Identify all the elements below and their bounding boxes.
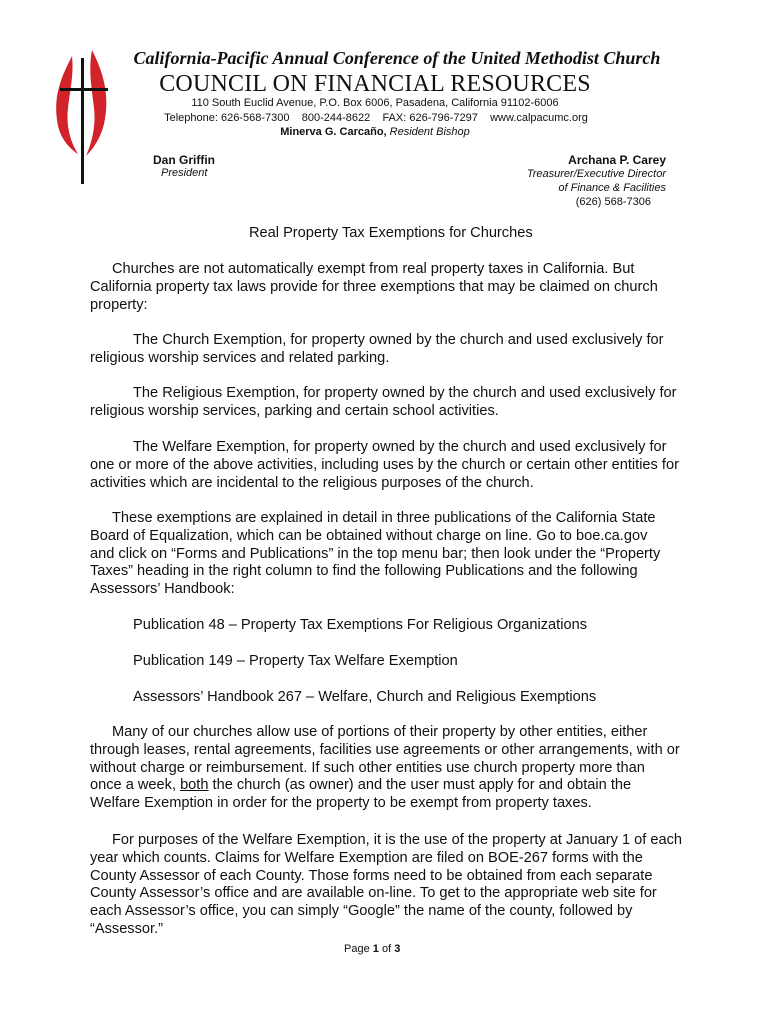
president-title: President	[161, 167, 208, 179]
document-title: Real Property Tax Exemptions for Churches	[249, 225, 533, 241]
handbook-267: Assessors’ Handbook 267 – Welfare, Church and Religious Exemptions	[133, 689, 597, 705]
paragraph-welfare-exemption: The Welfare Exemption, for property owned by the church and used exclusively for one or more of the above activities, including uses by the church or certain other entities for activities which are incidental to the religious purposes of the church.	[90, 439, 679, 491]
bishop-line: Minerva G. Carcaño, Resident Bishop	[280, 126, 470, 138]
treasurer-title-1: Treasurer/Executive Director	[526, 168, 666, 180]
page-footer: Page 1 of 3	[344, 943, 401, 955]
conference-title: California-Pacific Annual Conference of the United Methodist Church	[133, 48, 661, 68]
paragraph-church-exemption: The Church Exemption, for property owned by the church and used exclusively for religious worship services and related parking.	[90, 332, 664, 366]
paragraph-1: Churches are not automatically exempt from real property taxes in California. But California property tax laws provide for three exemptions that may be claimed on church property:	[90, 261, 658, 313]
treasurer-title-2: of Finance & Facilities	[558, 182, 666, 194]
treasurer-block	[527, 153, 666, 209]
paragraph-religious-exemption: The Religious Exemption, for property owned by the church and used exclusively for religious worship services, parking and certain school activities.	[90, 385, 677, 419]
address-line: 110 South Euclid Avenue, P.O. Box 6006, Pasadena, California 91102-6006	[191, 97, 559, 109]
paragraph-other-entities: Many of our churches allow use of portions of their property by other entities, either through leases, rental agreements, facilities use agreements or other arrangements, with or without charge or reimbursement. If such other entities use church property more than once a week, both the church (as owner) and the user must apply for and obtain the Welfare Exemption in order for the property to be exempt from property taxes.	[90, 724, 680, 812]
cross-vertical	[81, 58, 84, 184]
contact-line: Telephone: 626-568-7300 800-244-8622 FAX: 626-796-7297 www.calpacumc.org	[164, 112, 588, 124]
flame-left	[56, 56, 78, 154]
paragraph-publications: These exemptions are explained in detail in three publications of the California State Board of Equalization, which can be obtained without charge on line. Go to boe.ca.gov and click on “Forms and Publications” in the top menu bar; then look under the “Property Taxes” heading in the right column to find the following Publications and the following Assessors’ Handbook:	[90, 510, 661, 598]
president-name: Dan Griffin	[153, 153, 215, 167]
publication-149: Publication 149 – Property Tax Welfare Exemption	[133, 653, 458, 669]
cross-and-flame-logo	[52, 46, 112, 186]
paragraph-welfare-claims: For purposes of the Welfare Exemption, it is the use of the property at January 1 of each year which counts. Claims for Welfare Exemption are filed on BOE-267 forms with the County Assessor of each County. Those forms need to be obtained from each separate County Assessor’s office and are available on-line. To get to the appropriate web site for each Assessor’s office, you can simply “Google” the name of the county, followed by “Assessor.”	[90, 832, 683, 937]
council-title: COUNCIL ON FINANCIAL RESOURCES	[159, 71, 591, 97]
treasurer-phone: (626) 568-7306	[575, 196, 651, 208]
cross-horizontal	[60, 88, 108, 91]
publication-48: Publication 48 – Property Tax Exemptions For Religious Organizations	[133, 617, 587, 633]
flame-right	[86, 50, 106, 156]
treasurer-name: Archana P. Carey	[568, 153, 666, 167]
